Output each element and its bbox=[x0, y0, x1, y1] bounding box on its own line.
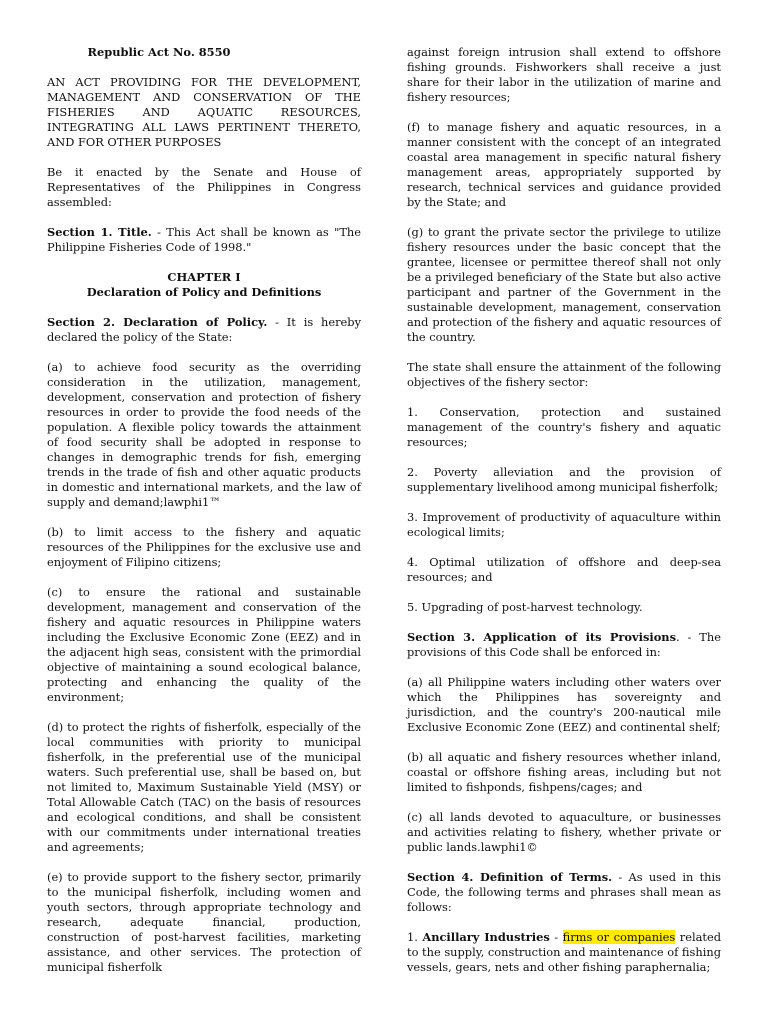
objective-4: 4. Optimal utilization of offshore and deep-sea resources; and bbox=[407, 555, 721, 584]
document-title: Republic Act No. 8550 bbox=[87, 45, 231, 59]
application-c: (c) all lands devoted to aquaculture, or businesses and activities relating to fishery, whether private or public lands.lawphi1© bbox=[407, 810, 721, 854]
objectives-intro: The state shall ensure the attainment of the following objectives of the fishery sector: bbox=[407, 360, 721, 389]
section-2 bbox=[47, 315, 361, 345]
chapter-heading bbox=[47, 270, 361, 300]
objective-1: 1. Conservation, protection and sustained management of the country's fishery and aquatic resources; bbox=[407, 405, 721, 449]
section-3-heading: Section 3. Application of its Provisions bbox=[407, 630, 676, 644]
enactment-clause: Be it enacted by the Senate and House of Representatives of the Philippines in Congress assembled: bbox=[47, 165, 361, 209]
definition-dash: - bbox=[549, 930, 563, 944]
policy-a: (a) to achieve food security as the overriding consideration in the utilization, management, development, conservation and protection of fishery resources in order to provide the food needs of the population. A flexible policy towards the attainment of food security shall be adopted in response to changes in demographic trends for fish, emerging trends in the trade of fish and other aquatic products in domestic and international markets, and the law of supply and demand;lawphi1™ bbox=[47, 360, 361, 509]
section-3-text: . - The provisions of this Code shall be enforced in: bbox=[407, 630, 721, 659]
policy-e: (e) to provide support to the fishery sector, primarily to the municipal fisherfolk, including women and youth sectors, through appropriate technology and research, adequate financial, production, construction of post-harvest facilities, marketing assistance, and other services. The protection of municipal fisherfolk bbox=[47, 870, 361, 974]
definition-term: Ancillary Industries bbox=[422, 930, 550, 944]
preamble: AN ACT PROVIDING FOR THE DEVELOPMENT, MANAGEMENT AND CONSERVATION OF THE FISHERIES AND AQUATIC RESOURCES, INTEGRATING ALL LAWS PERTINENT THERETO, AND FOR OTHER PURPOSES bbox=[47, 75, 361, 149]
policy-g: (g) to grant the private sector the privilege to utilize fishery resources under the basic concept that the grantee, licensee or permittee thereof shall not only be a privileged beneficiary of the State but also active participant and partner of the Government in the sustainable development, management, conservation and protection of the fishery and aquatic resources of the country. bbox=[407, 225, 721, 344]
application-a: (a) all Philippine waters including other waters over which the Philippines has sovereignty and jurisdiction, and the country's 200-nautical mile Exclusive Economic Zone (EEZ) and continental shelf; bbox=[407, 675, 721, 734]
highlighted-text: firms or companies bbox=[562, 930, 676, 944]
chapter-number: CHAPTER I bbox=[167, 270, 241, 284]
policy-f: (f) to manage fishery and aquatic resources, in a manner consistent with the concept of an integrated coastal area management in specific natural fishery management areas, appropriately supported by research, technical services and guidance provided by the State; and bbox=[407, 120, 721, 209]
section-2-heading: Section 2. Declaration of Policy. bbox=[47, 315, 268, 329]
section-4 bbox=[407, 870, 721, 915]
application-b: (b) all aquatic and fishery resources whether inland, coastal or offshore fishing areas, including but not limited to fishponds, fishpens/cages; and bbox=[407, 750, 721, 794]
left-column bbox=[47, 45, 361, 990]
policy-b: (b) to limit access to the fishery and aquatic resources of the Philippines for the exclusive use and enjoyment of Filipino citizens; bbox=[47, 525, 361, 569]
definition-ancillary-industries bbox=[407, 930, 721, 975]
policy-c: (c) to ensure the rational and sustainable development, management and conservation of the fishery and aquatic resources in Philippine waters including the Exclusive Economic Zone (EEZ) and in the adjacent high seas, consistent with the primordial objective of maintaining a sound ecological balance, protecting and enhancing the quality of the environment; bbox=[47, 585, 361, 704]
definition-number: 1. bbox=[407, 930, 423, 944]
policy-d: (d) to protect the rights of fisherfolk, especially of the local communities with priority to municipal fisherfolk, in the preferential use of the municipal waters. Such preferential use, shall be based on, but not limited to, Maximum Sustainable Yield (MSY) or Total Allowable Catch (TAC) on the basis of resources and ecological conditions, and shall be consistent with our commitments under international treaties and agreements; bbox=[47, 720, 361, 854]
right-column bbox=[407, 45, 721, 990]
objective-2: 2. Poverty alleviation and the provision of supplementary livelihood among municipal fisherfolk; bbox=[407, 465, 721, 494]
section-2-text: - It is hereby declared the policy of the State: bbox=[47, 315, 362, 344]
section-4-heading: Section 4. Definition of Terms. bbox=[407, 870, 613, 884]
objective-5: 5. Upgrading of post-harvest technology. bbox=[407, 600, 643, 614]
objective-3: 3. Improvement of productivity of aquaculture within ecological limits; bbox=[407, 510, 721, 539]
section-4-text: - As used in this Code, the following terms and phrases shall mean as follows: bbox=[407, 870, 721, 914]
policy-e-continued: against foreign intrusion shall extend to offshore fishing grounds. Fishworkers shall receive a just share for their labor in the utilization of marine and fishery resources; bbox=[407, 45, 721, 104]
chapter-title: Declaration of Policy and Definitions bbox=[86, 285, 322, 299]
section-3 bbox=[407, 630, 721, 660]
section-1-text: - This Act shall be known as "The Philippine Fisheries Code of 1998." bbox=[47, 225, 361, 254]
definition-text: related to the supply, construction and maintenance of fishing vessels, gears, nets and other fishing paraphernalia; bbox=[407, 930, 722, 974]
section-1-heading: Section 1. Title. bbox=[47, 225, 152, 239]
section-1 bbox=[47, 225, 361, 255]
